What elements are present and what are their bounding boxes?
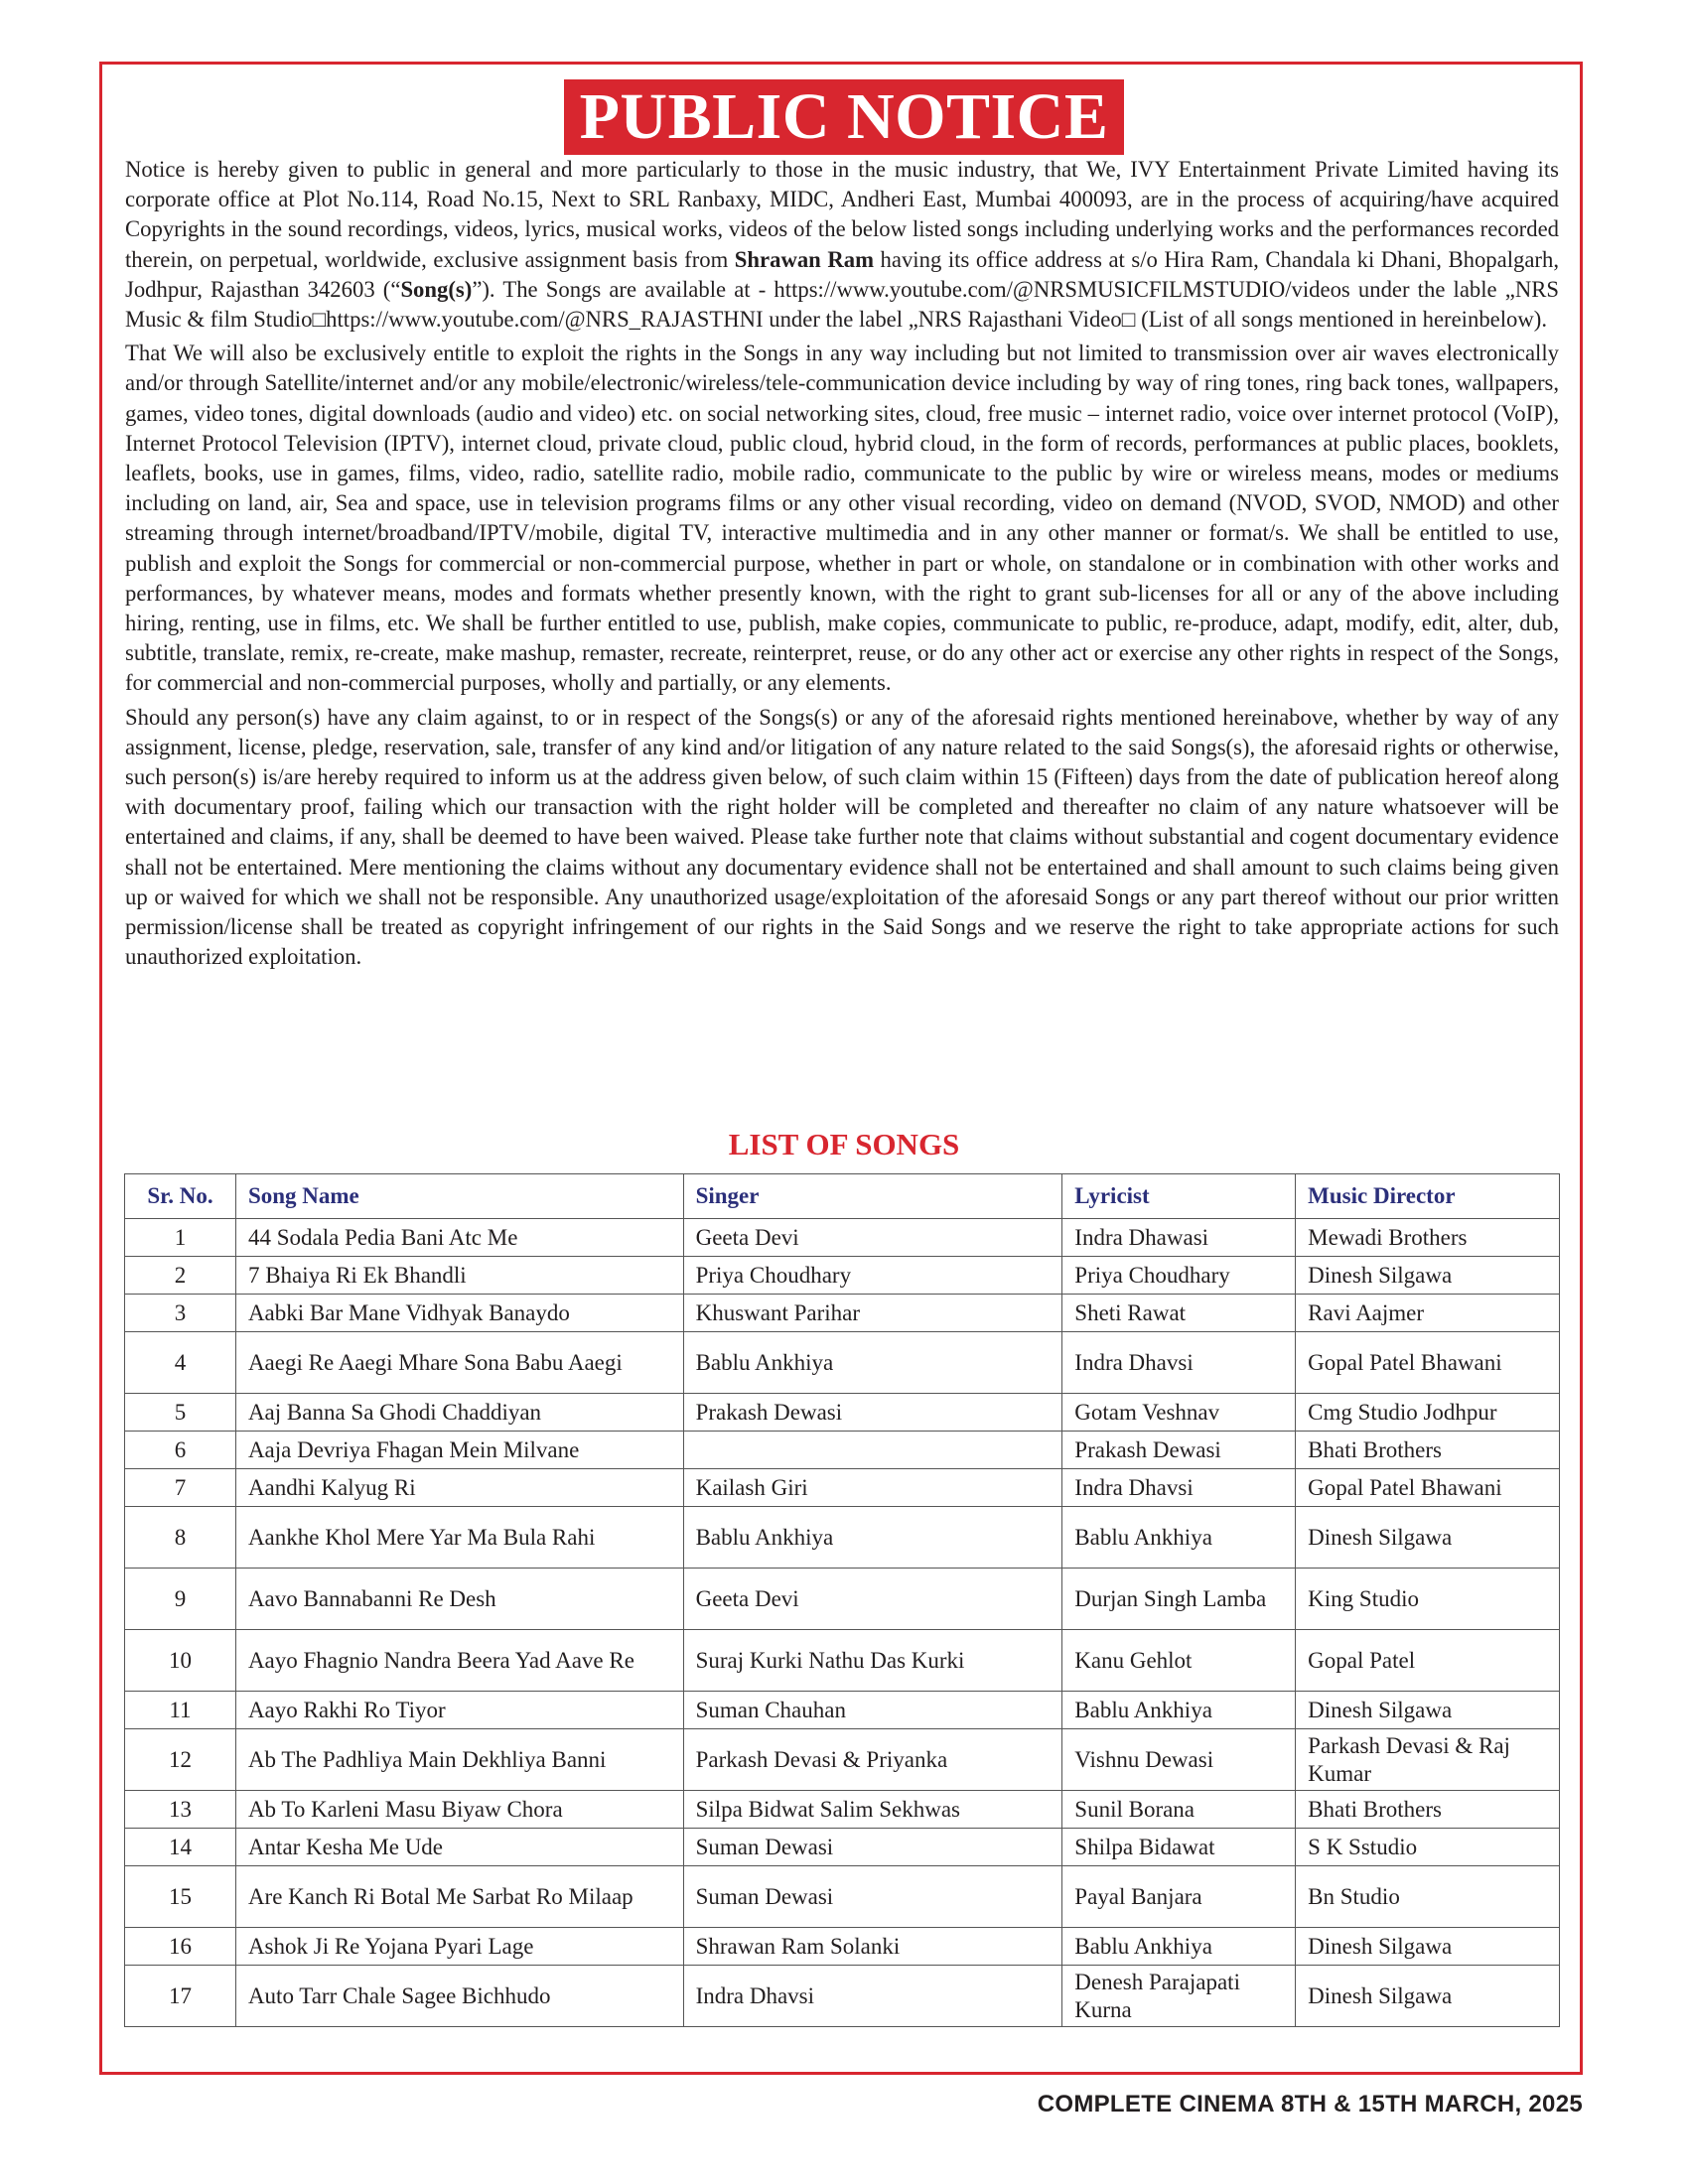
song-name-cell: Aavo Bannabanni Re Desh bbox=[235, 1569, 683, 1630]
singer-cell: Priya Choudhary bbox=[683, 1257, 1062, 1295]
sr-no-cell: 3 bbox=[125, 1295, 236, 1332]
table-row bbox=[125, 1219, 1560, 1257]
sr-no-cell: 1 bbox=[125, 1219, 236, 1257]
music-director-cell: S K Sstudio bbox=[1296, 1829, 1560, 1866]
song-name-cell: Aayo Rakhi Ro Tiyor bbox=[235, 1692, 683, 1729]
song-name-cell: 7 Bhaiya Ri Ek Bhandli bbox=[235, 1257, 683, 1295]
table-row bbox=[125, 1257, 1560, 1295]
music-director-cell: Bhati Brothers bbox=[1296, 1791, 1560, 1829]
sr-no-cell: 9 bbox=[125, 1569, 236, 1630]
table-row bbox=[125, 1729, 1560, 1791]
singer-cell: Suraj Kurki Nathu Das Kurki bbox=[683, 1630, 1062, 1692]
song-name-cell: Auto Tarr Chale Sagee Bichhudo bbox=[235, 1966, 683, 2027]
lyricist-cell: Gotam Veshnav bbox=[1062, 1394, 1296, 1432]
header-lyricist: Lyricist bbox=[1062, 1174, 1296, 1219]
lyricist-cell: Kanu Gehlot bbox=[1062, 1630, 1296, 1692]
sr-no-cell: 8 bbox=[125, 1507, 236, 1569]
sr-no-cell: 6 bbox=[125, 1432, 236, 1469]
music-director-cell: Cmg Studio Jodhpur bbox=[1296, 1394, 1560, 1432]
publication-footer: COMPLETE CINEMA 8TH & 15TH MARCH, 2025 bbox=[1037, 2091, 1583, 2117]
sr-no-cell: 15 bbox=[125, 1866, 236, 1928]
lyricist-cell: Indra Dhavsi bbox=[1062, 1332, 1296, 1394]
sr-no-cell: 4 bbox=[125, 1332, 236, 1394]
table-row bbox=[125, 1866, 1560, 1928]
sr-no-cell: 7 bbox=[125, 1469, 236, 1507]
song-name-cell: Aaj Banna Sa Ghodi Chaddiyan bbox=[235, 1394, 683, 1432]
song-name-cell: Are Kanch Ri Botal Me Sarbat Ro Milaap bbox=[235, 1866, 683, 1928]
song-name-cell: Ab To Karleni Masu Biyaw Chora bbox=[235, 1791, 683, 1829]
singer-cell: Suman Dewasi bbox=[683, 1829, 1062, 1866]
header-music-director: Music Director bbox=[1296, 1174, 1560, 1219]
music-director-cell: Gopal Patel bbox=[1296, 1630, 1560, 1692]
music-director-cell: Bn Studio bbox=[1296, 1866, 1560, 1928]
assignor-name: Shrawan Ram bbox=[734, 246, 874, 272]
notice-title: PUBLIC NOTICE bbox=[564, 79, 1125, 155]
sr-no-cell: 14 bbox=[125, 1829, 236, 1866]
songs-term: Song(s) bbox=[400, 276, 473, 302]
sr-no-cell: 10 bbox=[125, 1630, 236, 1692]
table-row bbox=[125, 1295, 1560, 1332]
lyricist-cell: Denesh Parajapati Kurna bbox=[1062, 1966, 1296, 2027]
music-director-cell: Ravi Aajmer bbox=[1296, 1295, 1560, 1332]
lyricist-cell: Prakash Dewasi bbox=[1062, 1432, 1296, 1469]
table-row bbox=[125, 1630, 1560, 1692]
singer-cell: Geeta Devi bbox=[683, 1219, 1062, 1257]
header-sr-no: Sr. No. bbox=[125, 1174, 236, 1219]
song-name-cell: Aayo Fhagnio Nandra Beera Yad Aave Re bbox=[235, 1630, 683, 1692]
table-row bbox=[125, 1791, 1560, 1829]
singer-cell: Bablu Ankhiya bbox=[683, 1507, 1062, 1569]
lyricist-cell: Bablu Ankhiya bbox=[1062, 1928, 1296, 1966]
songs-table-body bbox=[125, 1219, 1560, 2027]
song-name-cell: Aaegi Re Aaegi Mhare Sona Babu Aaegi bbox=[235, 1332, 683, 1394]
table-row bbox=[125, 1332, 1560, 1394]
sr-no-cell: 17 bbox=[125, 1966, 236, 2027]
music-director-cell: King Studio bbox=[1296, 1569, 1560, 1630]
music-director-cell: Parkash Devasi & Raj Kumar bbox=[1296, 1729, 1560, 1791]
singer-cell: Indra Dhavsi bbox=[683, 1966, 1062, 2027]
lyricist-cell: Durjan Singh Lamba bbox=[1062, 1569, 1296, 1630]
song-name-cell: Ashok Ji Re Yojana Pyari Lage bbox=[235, 1928, 683, 1966]
notice-paragraph-2: That We will also be exclusively entitle to exploit the rights in the Songs in any way including but not limited to transmission over air waves electronically and/or through Satellite/internet and/or any mobile/electronic/wireless/tele-communication device including by way of ring tones, ring back tones, wallpapers, games, video tones, digital downloads (audio and video) etc. on social networking sites, cloud, free music – internet radio, voice over internet protocol (VoIP), Internet Protocol Television (IPTV), internet cloud, private cloud, public cloud, hybrid cloud, in the form of records, performances at public places, booklets, leaflets, books, use in games, films, video, radio, satellite radio, mobile radio, communicate to the public by wire or wireless means, modes or mediums including on land, air, Sea and space, use in television programs films or any other visual recording, video on demand (NVOD, SVOD, NMOD) and other streaming through internet/broadband/IPTV/mobile, digital TV, interactive multimedia and in any other manner or format/s. We shall be entitled to use, publish and exploit the Songs for commercial or non-commercial purpose, whether in part or whole, on standalone or in combination with other works and performances, by whatever means, modes and formats whether presently known, with the right to grant sub-licenses for all or any of the above including hiring, renting, use in films, etc. We shall be further entitled to use, publish, make copies, communicate to public, re-produce, adapt, modify, edit, alter, dub, subtitle, translate, remix, re-create, make mashup, remaster, recreate, reinterpret, reuse, or do any other act or exercise any other rights in respect of the Songs, for commercial and non-commercial purposes, wholly and partially, or any elements. bbox=[125, 341, 1559, 696]
sr-no-cell: 5 bbox=[125, 1394, 236, 1432]
music-director-cell: Dinesh Silgawa bbox=[1296, 1928, 1560, 1966]
music-director-cell: Dinesh Silgawa bbox=[1296, 1257, 1560, 1295]
sr-no-cell: 12 bbox=[125, 1729, 236, 1791]
sr-no-cell: 13 bbox=[125, 1791, 236, 1829]
lyricist-cell: Vishnu Dewasi bbox=[1062, 1729, 1296, 1791]
table-row bbox=[125, 1507, 1560, 1569]
singer-cell: Suman Chauhan bbox=[683, 1692, 1062, 1729]
singer-cell: Kailash Giri bbox=[683, 1469, 1062, 1507]
singer-cell: Bablu Ankhiya bbox=[683, 1332, 1062, 1394]
table-row bbox=[125, 1569, 1560, 1630]
lyricist-cell: Bablu Ankhiya bbox=[1062, 1692, 1296, 1729]
music-director-cell: Gopal Patel Bhawani bbox=[1296, 1332, 1560, 1394]
table-row bbox=[125, 1966, 1560, 2027]
song-name-cell: Antar Kesha Me Ude bbox=[235, 1829, 683, 1866]
music-director-cell: Mewadi Brothers bbox=[1296, 1219, 1560, 1257]
singer-cell: Parkash Devasi & Priyanka bbox=[683, 1729, 1062, 1791]
notice-title-wrap bbox=[0, 79, 1688, 155]
music-director-cell: Gopal Patel Bhawani bbox=[1296, 1469, 1560, 1507]
notice-paragraph-1: Notice is hereby given to public in general and more particularly to those in the music industry, that We, IVY Entertainment Private Limited having its corporate office at Plot No.114, Road No.15, Next to SRL Ranbaxy, MIDC, Andheri East, Mumbai 400093, are in the process of acquiring/have acquired Copyrights in the sound recordings, videos, lyrics, musical works, videos of the below listed songs including underlying works and the performances recorded therein, on perpetual, worldwide, exclusive assignment basis from Shrawan Ram having its office address at s/o Hira Ram, Chandala ki Dhani, Bhopalgarh, Jodhpur, Rajasthan 342603 (“Song(s)”). The Songs are available at - https://www.youtube.com/@NRSMUSICFILMSTUDIO/videos under the lable „NRS Music & film Studio□https://www.youtube.com/@NRS_RAJASTHNI under the label „NRS Rajasthani Video□ (List of all songs mentioned in hereinbelow). bbox=[125, 157, 1559, 333]
lyricist-cell: Bablu Ankhiya bbox=[1062, 1507, 1296, 1569]
singer-cell: Khuswant Parihar bbox=[683, 1295, 1062, 1332]
notice-body bbox=[125, 155, 1559, 976]
notice-paragraph-3: Should any person(s) have any claim against, to or in respect of the Songs(s) or any of the aforesaid rights mentioned hereinabove, whether by way of any assignment, license, pledge, reservation, sale, transfer of any kind and/or litigation of any nature related to the said Songs(s), the aforesaid rights or otherwise, such person(s) is/are hereby required to inform us at the address given below, of such claim within 15 (Fifteen) days from the date of publication hereof along with documentary proof, failing which our transaction with the right holder will be completed and thereafter no claim of any nature whatsoever will be entertained and claims, if any, shall be deemed to have been waived. Please take further note that claims without substantial and cogent documentary evidence shall not be entertained. Mere mentioning the claims without any documentary evidence shall not be entertained and shall amount to such claims being given up or waived for which we shall not be responsible. Any unauthorized usage/exploitation of the aforesaid Songs or any part thereof without our prior written permission/license shall be treated as copyright infringement of our rights in the Said Songs and we reserve the right to take appropriate actions for such unauthorized exploitation. bbox=[125, 704, 1559, 970]
lyricist-cell: Shilpa Bidawat bbox=[1062, 1829, 1296, 1866]
song-name-cell: Ab The Padhliya Main Dekhliya Banni bbox=[235, 1729, 683, 1791]
lyricist-cell: Sunil Borana bbox=[1062, 1791, 1296, 1829]
lyricist-cell: Priya Choudhary bbox=[1062, 1257, 1296, 1295]
table-row bbox=[125, 1692, 1560, 1729]
sr-no-cell: 16 bbox=[125, 1928, 236, 1966]
table-header-row bbox=[125, 1174, 1560, 1219]
song-name-cell: Aankhe Khol Mere Yar Ma Bula Rahi bbox=[235, 1507, 683, 1569]
song-name-cell: 44 Sodala Pedia Bani Atc Me bbox=[235, 1219, 683, 1257]
table-row bbox=[125, 1469, 1560, 1507]
music-director-cell: Dinesh Silgawa bbox=[1296, 1966, 1560, 2027]
music-director-cell: Dinesh Silgawa bbox=[1296, 1692, 1560, 1729]
songs-table bbox=[124, 1173, 1560, 2027]
table-row bbox=[125, 1432, 1560, 1469]
sr-no-cell: 11 bbox=[125, 1692, 236, 1729]
singer-cell bbox=[683, 1432, 1062, 1469]
table-row bbox=[125, 1928, 1560, 1966]
lyricist-cell: Payal Banjara bbox=[1062, 1866, 1296, 1928]
lyricist-cell: Sheti Rawat bbox=[1062, 1295, 1296, 1332]
singer-cell: Shrawan Ram Solanki bbox=[683, 1928, 1062, 1966]
song-name-cell: Aandhi Kalyug Ri bbox=[235, 1469, 683, 1507]
header-song-name: Song Name bbox=[235, 1174, 683, 1219]
table-row bbox=[125, 1394, 1560, 1432]
sr-no-cell: 2 bbox=[125, 1257, 236, 1295]
singer-cell: Suman Dewasi bbox=[683, 1866, 1062, 1928]
song-name-cell: Aabki Bar Mane Vidhyak Banaydo bbox=[235, 1295, 683, 1332]
singer-cell: Silpa Bidwat Salim Sekhwas bbox=[683, 1791, 1062, 1829]
music-director-cell: Dinesh Silgawa bbox=[1296, 1507, 1560, 1569]
lyricist-cell: Indra Dhawasi bbox=[1062, 1219, 1296, 1257]
header-singer: Singer bbox=[683, 1174, 1062, 1219]
list-title: LIST OF SONGS bbox=[728, 1127, 960, 1161]
singer-cell: Prakash Dewasi bbox=[683, 1394, 1062, 1432]
music-director-cell: Bhati Brothers bbox=[1296, 1432, 1560, 1469]
table-row bbox=[125, 1829, 1560, 1866]
song-name-cell: Aaja Devriya Fhagan Mein Milvane bbox=[235, 1432, 683, 1469]
singer-cell: Geeta Devi bbox=[683, 1569, 1062, 1630]
lyricist-cell: Indra Dhavsi bbox=[1062, 1469, 1296, 1507]
